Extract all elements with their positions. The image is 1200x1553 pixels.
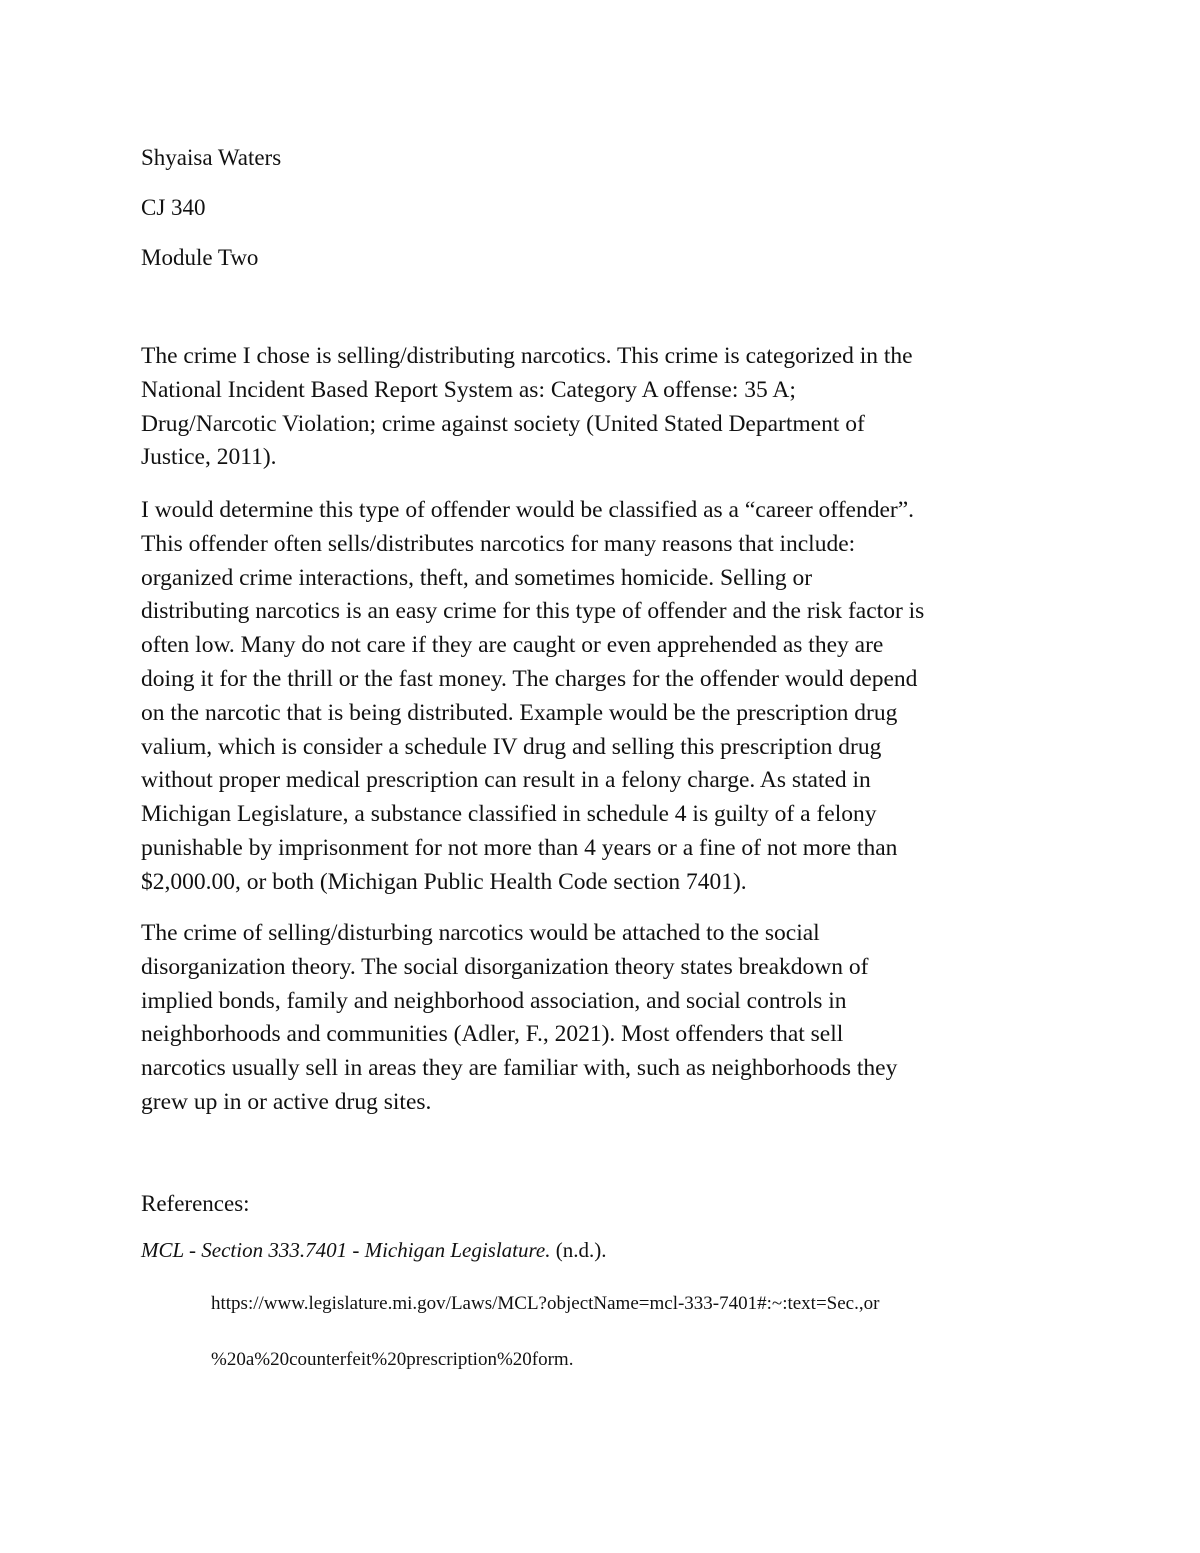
- author-name: Shyaisa Waters: [141, 145, 282, 170]
- reference-title: MCL - Section 333.7401 - Michigan Legislature.: [141, 1238, 551, 1262]
- body-paragraph-2-block: [141, 494, 1081, 900]
- course-code: CJ 340: [141, 195, 206, 220]
- reference-url-line-1[interactable]: https://www.legislature.mi.gov/Laws/MCL?objectName=mcl-333-7401#:~:text=Sec.,or: [211, 1293, 880, 1314]
- reference-entry: [141, 1236, 606, 1264]
- reference-url-line-2[interactable]: %20a%20counterfeit%20prescription%20form.: [211, 1349, 574, 1370]
- module-title: Module Two: [141, 245, 259, 270]
- reference-date: (n.d.).: [550, 1238, 607, 1262]
- body-paragraph-1-block: [141, 340, 1081, 475]
- references-heading: References:: [141, 1191, 250, 1216]
- body-paragraph-1: The crime I chose is selling/distributing narcotics. This crime is categorized in the National Incident Based Report System as: Category A offense: 35 A; Drug/Narcotic Violation; crime against society (United Stated Department of Justice, 2011).: [141, 343, 913, 471]
- body-paragraph-2: I would determine this type of offender would be classified as a “career offender”. This offender often sells/distributes narcotics for many reasons that include: organized crime interactions, theft, and sometimes homicide. Selling or distributing narcotics is an easy crime for this type of offender and the risk factor is often low. Many do not care if they are caught or even apprehended as they are doing it for the thrill or the fast money. The charges for the offender would depend on the narcotic that is being distributed. Example would be the prescription drug valium, which is consider a schedule IV drug and selling this prescription drug without proper medical prescription can result in a felony charge. As stated in Michigan Legislature, a substance classified in schedule 4 is guilty of a felony punishable by imprisonment for not more than 4 years or a fine of not more than $2,000.00, or both (Michigan Public Health Code section 7401).: [141, 497, 925, 895]
- body-paragraph-3-block: [141, 917, 1081, 1120]
- body-paragraph-3: The crime of selling/disturbing narcotics would be attached to the social disorganization theory. The social disorganization theory states breakdown of implied bonds, family and neighborhood association, and social controls in neighborhoods and communities (Adler, F., 2021). Most offenders that sell narcotics usually sell in areas they are familiar with, such as neighborhoods they grew up in or active drug sites.: [141, 920, 898, 1115]
